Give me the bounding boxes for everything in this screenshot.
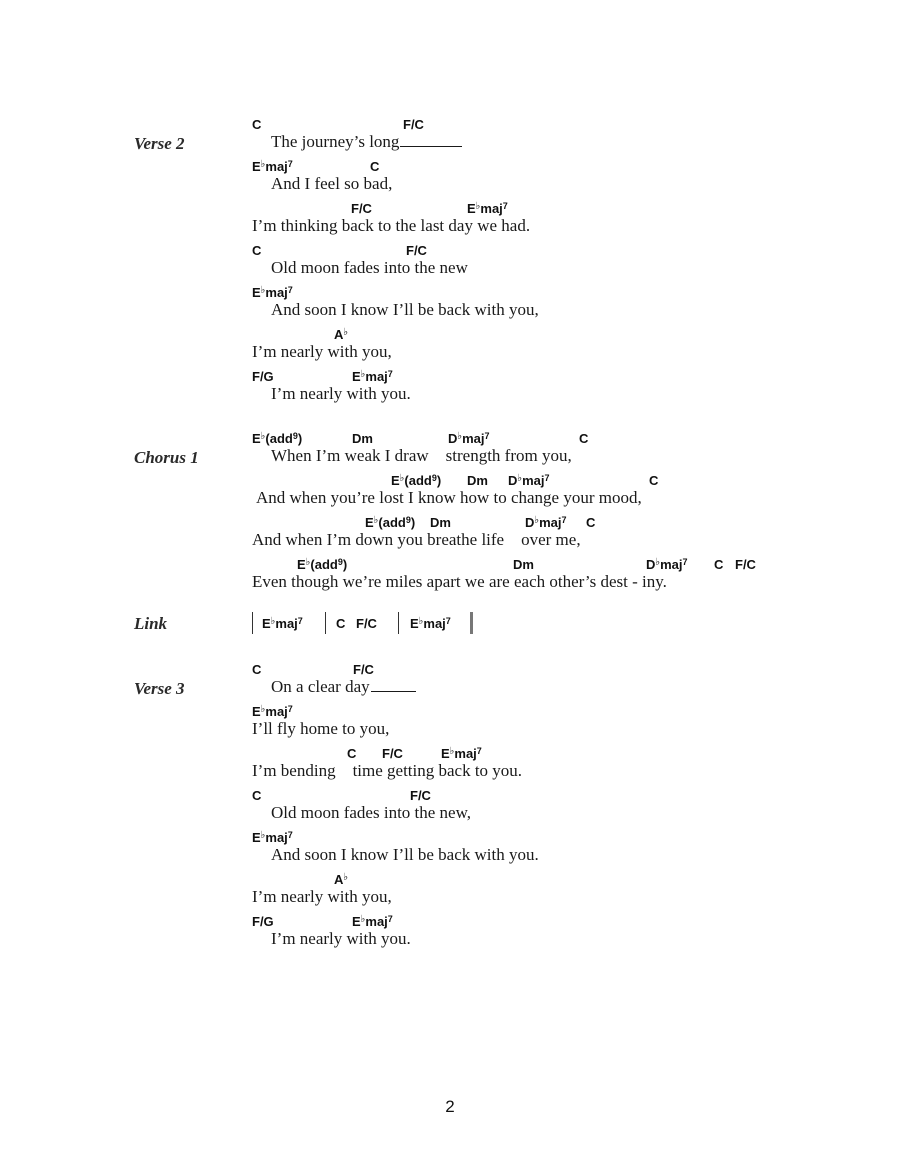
chord: D♭maj$^7$	[508, 473, 550, 488]
chord: Dm	[467, 473, 488, 488]
chord-lyric-line	[0, 663, 900, 703]
lyric-text: And soon I know I’ll be back with you,	[271, 300, 539, 319]
page-number: 2	[445, 1097, 455, 1116]
section-label: Link	[134, 614, 168, 633]
chord: A♭	[334, 872, 349, 887]
chord: C	[649, 473, 659, 488]
chord-lyric-line	[0, 705, 900, 745]
lyric-text: I’m bending time getting back to you.	[252, 761, 523, 780]
lyric-text: And when you’re lost I know how to change your mood,	[256, 488, 642, 507]
final-bar-line	[470, 612, 473, 634]
chord-lyric-line	[0, 873, 900, 913]
chord: F/C	[382, 746, 403, 761]
chord: C	[252, 117, 262, 132]
chord-lyric-line	[0, 558, 900, 598]
chord: F/C	[406, 243, 427, 258]
lyric-text: Old moon fades into the new	[271, 258, 468, 277]
chord: C	[252, 662, 262, 677]
chord: C	[347, 746, 357, 761]
lyric-text: The journey’s long	[271, 132, 400, 151]
chord-lyric-line	[0, 244, 900, 284]
chord-lyric-line	[0, 432, 900, 472]
chord-lyric-line	[0, 831, 900, 871]
chord-lyric-line	[0, 370, 900, 410]
chord: F/C	[351, 201, 372, 216]
lyric-text: I’m thinking back to the last day we had.	[252, 216, 531, 235]
chord: E♭maj$^7$	[252, 285, 293, 300]
chord: E♭maj$^7$	[352, 369, 393, 384]
chord: F/C	[356, 616, 377, 631]
chord: F/C	[735, 557, 756, 572]
chord: C	[336, 616, 346, 631]
chord: C	[579, 431, 589, 446]
chord-lyric-line	[0, 202, 900, 242]
chord: C	[370, 159, 380, 174]
underscore-extender	[400, 132, 462, 147]
chord-lyric-line	[0, 474, 900, 514]
chord: C	[252, 243, 262, 258]
chord: F/G	[252, 914, 274, 929]
chord-lyric-line	[0, 789, 900, 829]
chord: C	[252, 788, 262, 803]
chord-lyric-line	[0, 328, 900, 368]
chord: F/C	[410, 788, 431, 803]
chord: D♭maj$^7$	[646, 557, 688, 572]
chord: E♭maj$^7$	[252, 704, 293, 719]
chord-lyric-line	[0, 160, 900, 200]
chord: Dm	[352, 431, 373, 446]
lyric-text: On a clear day	[271, 677, 370, 696]
chord: Dm	[513, 557, 534, 572]
lyric-text: Old moon fades into the new,	[271, 803, 472, 822]
lyric-text: I’ll fly home to you,	[252, 719, 390, 738]
chord: E♭(add$^9$)	[365, 515, 416, 530]
chord-lyric-line	[0, 915, 900, 955]
chord: A♭	[334, 327, 349, 342]
chord: Dm	[430, 515, 451, 530]
lyric-line	[271, 677, 416, 697]
chord: E♭(add$^9$)	[391, 473, 442, 488]
lyric-text: And soon I know I’ll be back with you.	[271, 845, 539, 864]
chord-lyric-line	[0, 516, 900, 556]
bar-line	[398, 612, 399, 634]
chord: E♭maj$^7$	[262, 616, 303, 631]
chord: D♭maj$^7$	[448, 431, 490, 446]
bar-line	[325, 612, 326, 634]
chord: C	[714, 557, 724, 572]
chord: E♭maj$^7$	[252, 159, 293, 174]
underscore-extender	[371, 677, 416, 692]
chord: F/C	[403, 117, 424, 132]
section-label: Chorus 1	[134, 448, 199, 467]
lyric-text: I’m nearly with you.	[271, 929, 411, 948]
chord: E♭maj$^7$	[352, 914, 393, 929]
chord: E♭maj$^7$	[467, 201, 508, 216]
lyric-line	[271, 132, 462, 152]
chord-lyric-line	[0, 286, 900, 326]
lyric-text: I’m nearly with you,	[252, 887, 392, 906]
chord: F/C	[353, 662, 374, 677]
lyric-text: And when I’m down you breathe life over me,	[252, 530, 581, 549]
section-label: Verse 3	[134, 679, 185, 698]
link-bars	[250, 612, 490, 638]
chord: E♭maj$^7$	[441, 746, 482, 761]
chord: E♭(add$^9$)	[297, 557, 348, 572]
lyric-text: I’m nearly with you.	[271, 384, 411, 403]
lyric-text: I’m nearly with you,	[252, 342, 392, 361]
chord: D♭maj$^7$	[525, 515, 567, 530]
chord: C	[586, 515, 596, 530]
chord-lyric-line	[0, 118, 900, 158]
lyric-text: Even though we’re miles apart we are each other’s dest - iny.	[252, 572, 667, 591]
lyric-text: And I feel so bad,	[271, 174, 393, 193]
chord: E♭maj$^7$	[410, 616, 451, 631]
chord: E♭(add$^9$)	[252, 431, 303, 446]
chord: F/G	[252, 369, 274, 384]
section-label: Verse 2	[134, 134, 185, 153]
lyric-text: When I’m weak I draw strength from you,	[271, 446, 572, 465]
chord-lyric-line	[0, 747, 900, 787]
chord: E♭maj$^7$	[252, 830, 293, 845]
bar-line	[252, 612, 253, 634]
